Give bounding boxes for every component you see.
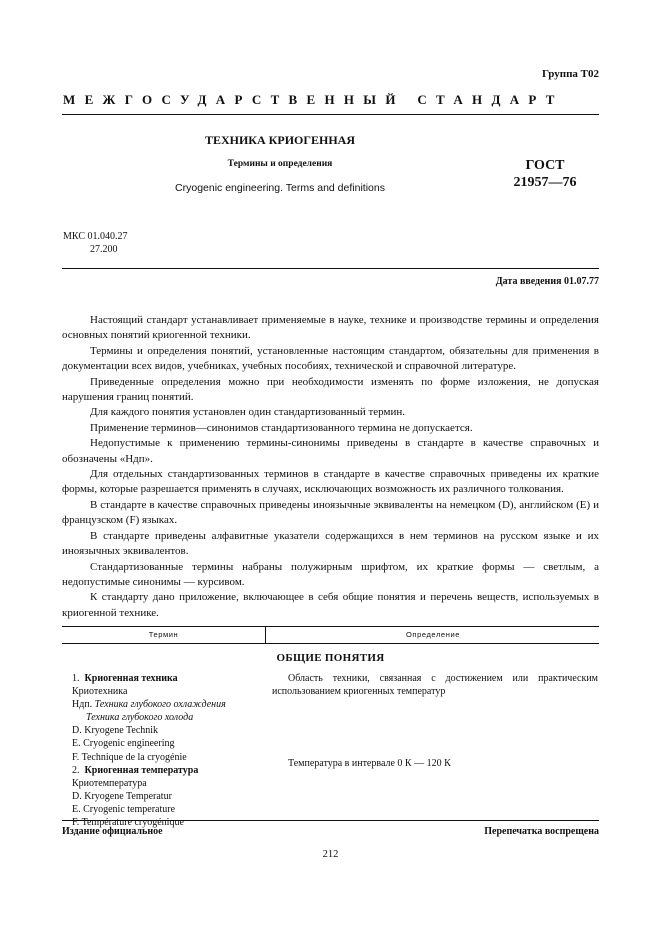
definition-2: Температура в интервале 0 К — 120 К: [288, 758, 451, 769]
group-code: Группа Т02: [541, 68, 599, 80]
gost-code: 21957—76: [513, 175, 577, 190]
gost-label: ГОСТ: [525, 158, 565, 173]
intro-paragraph: Настоящий стандарт устанавливает применяемые в науке, технике и производстве термины и определения основных понятий криогенной техники.: [62, 314, 599, 342]
term-number: 2.: [72, 764, 80, 776]
table-header: [62, 626, 599, 644]
section-heading: ОБЩИЕ ПОНЯТИЯ: [276, 652, 385, 664]
mks-line-2: 27.200: [90, 244, 118, 255]
term-german: D. Kryogene Technik: [72, 725, 159, 737]
intro-paragraph: Недопустимые к применению термины-синонимы приведены в стандарте в качестве справочных и обозначены «Ндп».: [62, 437, 599, 465]
gost-number: [500, 157, 590, 191]
term-english: E. Cryogenic temperature: [72, 803, 176, 815]
intro-paragraph: Для отдельных стандартизованных терминов в стандарте в качестве справочных приведены их краткие формы, которые разрешается применять в случаях, исключающих возможность их различного толкования.: [62, 468, 599, 496]
date-rule: [62, 268, 599, 269]
term-short-form: Криотехника: [72, 686, 128, 698]
intro-text: [62, 313, 599, 621]
term-name: Криогенная техника: [84, 673, 178, 684]
official-edition: Издание официальное: [62, 826, 163, 837]
term-french: F. Température cryogénique: [72, 817, 184, 829]
intro-paragraph: В стандарте приведены алфавитные указатели содержащихся в нем терминов на русском языке и их иноязычных эквивалентов.: [62, 529, 599, 558]
term-ndp: [72, 698, 272, 711]
ndp-label: Ндп.: [72, 699, 93, 711]
footer-rule: [62, 820, 599, 821]
term-name: Криогенная температура: [84, 764, 199, 776]
column-header-term: Термин: [148, 630, 179, 639]
standard-banner: МЕЖГОСУДАРСТВЕННЫЙ СТАНДАРТ: [63, 92, 564, 107]
intro-paragraph: Термины и определения понятий, установленные настоящим стандартом, обязательны для применения в документации всех видов, учебниках, учебных пособиях, технической и справочной литературе.: [62, 344, 599, 373]
page-number: 212: [322, 849, 339, 860]
document-subtitle: Термины и определения: [227, 159, 333, 169]
reprint-prohibited: Перепечатка воспрещена: [484, 826, 599, 837]
term-german: D. Kryogene Temperatur: [72, 790, 172, 802]
term-entry-1: [72, 672, 272, 685]
document-title: ТЕХНИКА КРИОГЕННАЯ: [204, 133, 356, 147]
mks-line-1: МКС 01.040.27: [63, 231, 128, 242]
introduction-date: Дата введения 01.07.77: [495, 276, 599, 287]
ndp-synonym: Техника глубокого холода: [86, 712, 194, 724]
term-english: E. Cryogenic engineering: [72, 738, 175, 750]
term-entry-2: [72, 764, 272, 777]
intro-paragraph: Применение терминов—синонимов стандартизованного термина не допускается.: [90, 421, 473, 434]
ndp-synonym: Техника глубокого охлаждения: [94, 699, 226, 711]
english-title: Cryogenic engineering. Terms and definitions: [175, 182, 385, 194]
intro-paragraph: В стандарте в качестве справочных приведены иноязычные эквиваленты на немецком (D), английском (E) и французском (F) языках.: [62, 498, 599, 527]
term-column: [72, 672, 272, 829]
term-french: F. Technique de la cryogénie: [72, 751, 187, 763]
header-rule: [62, 114, 599, 115]
mks-codes: [63, 230, 127, 256]
definition-1: Область техники, связанная с достижением или практическим использованием криогенных температур: [272, 673, 598, 698]
intro-paragraph: К стандарту дано приложение, включающее в себя общие понятия и перечень веществ, используемых в криогенной технике.: [62, 591, 599, 619]
term-number: 1.: [72, 673, 80, 684]
column-header-definition: Определение: [265, 627, 600, 643]
term-short-form: Криотемпература: [72, 777, 147, 789]
intro-paragraph: Стандартизованные термины набраны полужирным шрифтом, их краткие формы — светлым, а недопустимые синонимы — курсивом.: [62, 560, 599, 588]
intro-paragraph: Приведенные определения можно при необходимости изменять по форме изложения, не допуская нарушения границ понятий.: [62, 375, 599, 404]
intro-paragraph: Для каждого понятия установлен один стандартизованный термин.: [90, 406, 405, 419]
